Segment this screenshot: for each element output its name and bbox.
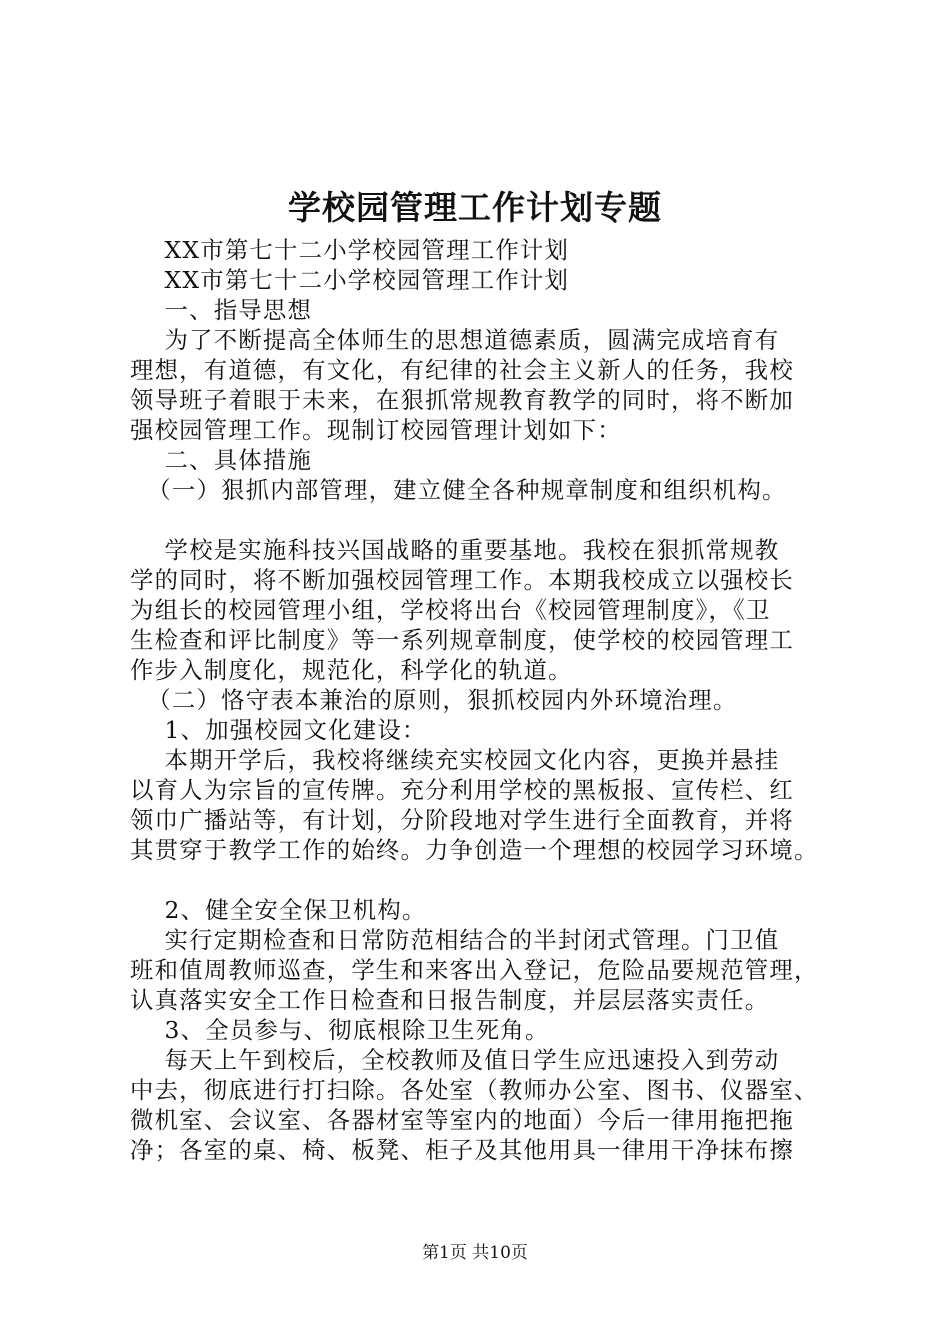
body-line: 每天上午到校后，全校教师及值日学生应迅速投入到劳动 (130, 1046, 780, 1074)
body-line: 学的同时，将不断加强校园管理工作。本期我校成立以强校长 (130, 566, 794, 594)
blank-line (130, 505, 850, 535)
body-line: 班和值周教师巡查，学生和来客出入登记，危险品要规范管理， (130, 956, 819, 984)
subsection-heading: （一）狠抓内部管理，建立健全各种规章制度和组织机构。 (130, 476, 787, 504)
section-heading: 一、指导思想 (130, 296, 313, 324)
body-line: XX市第七十二小学校园管理工作计划 (130, 236, 570, 264)
body-line: 本期开学后，我校将继续充实校园文化内容，更换并悬挂 (130, 746, 780, 774)
body-line: XX市第七十二小学校园管理工作计划 (130, 266, 570, 294)
body-line: 领巾广播站等，有计划，分阶段地对学生进行全面教育，并将 (130, 806, 794, 834)
subsection-heading: （二）恪守表本兼治的原则，狠抓校园内外环境治理。 (130, 686, 738, 714)
body-line: 微机室、会议室、各器材室等室内的地面）今后一律用拖把拖 (130, 1106, 794, 1134)
document-title: 学校园管理工作计划专题 (288, 188, 662, 227)
section-heading: 二、具体措施 (130, 446, 313, 474)
blank-line (130, 865, 850, 895)
body-line: 其贯穿于教学工作的始终。力争创造一个理想的校园学习环境。 (130, 836, 819, 864)
item-heading: 1、加强校园文化建设： (130, 716, 427, 744)
item-heading: 3、全员参与、彻底根除卫生死角。 (130, 1016, 550, 1044)
body-line: 生检查和评比制度》等一系列规章制度，使学校的校园管理工 (130, 626, 794, 654)
body-line: 净；各室的桌、椅、板凳、柜子及其他用具一律用干净抹布擦 (130, 1136, 794, 1164)
body-line: 实行定期检查和日常防范相结合的半封闭式管理。门卫值 (130, 926, 780, 954)
body-line: 领导班子着眼于未来，在狠抓常规教育教学的同时，将不断加 (130, 386, 794, 414)
body-line: 强校园管理工作。现制订校园管理计划如下： (130, 416, 622, 444)
body-line: 以育人为宗旨的宣传牌。充分利用学校的黑板报、宣传栏、红 (130, 776, 794, 804)
document-body (130, 235, 850, 1165)
body-line: 作步入制度化，规范化，科学化的轨道。 (130, 656, 573, 684)
page-footer: 第1页 共10页 (422, 1243, 528, 1263)
body-line: 理想，有道德，有文化，有纪律的社会主义新人的任务，我校 (130, 356, 794, 384)
body-line: 中去，彻底进行打扫除。各处室（教师办公室、图书、仪器室、 (130, 1076, 819, 1104)
body-line: 学校是实施科技兴国战略的重要基地。我校在狠抓常规教 (130, 536, 780, 564)
item-heading: 2、健全安全保卫机构。 (130, 896, 427, 924)
body-line: 为了不断提高全体师生的思想道德素质，圆满完成培育有 (130, 326, 780, 354)
body-line: 认真落实安全工作日检查和日报告制度，并层层落实责任。 (130, 986, 770, 1014)
body-line: 为组长的校园管理小组，学校将出台《校园管理制度》，《卫 (130, 596, 771, 624)
